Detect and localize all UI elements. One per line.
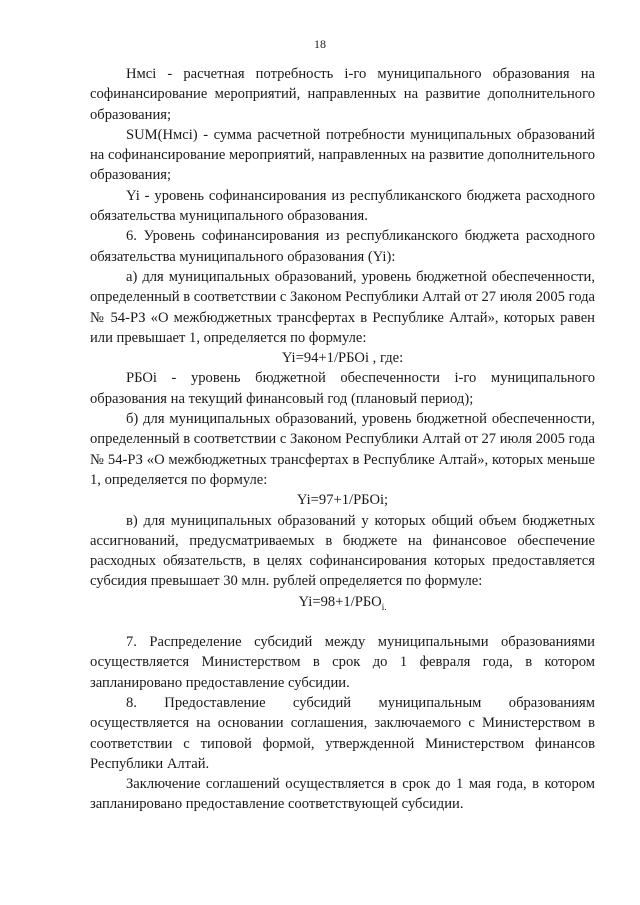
paragraph-rboi-definition: РБОi - уровень бюджетной обеспеченности i-го муниципального образования на текущий финансовый год (плановый период); — [90, 370, 595, 407]
paragraph-agreements-deadline: Заключение соглашений осуществляется в срок до 1 мая года, в котором запланировано предоставление соответствующей субсидии. — [90, 776, 595, 813]
paragraph-hmsi-definition: Нмсi - расчетная потребность i-го муниципального образования на софинансирование мероприятий, направленных на развитие дополнительного образования; — [90, 66, 595, 123]
formula-c-subscript: i. — [381, 601, 387, 612]
paragraph-item-6c: в) для муниципальных образований у которых общий объем бюджетных ассигнований, предусматриваемых в бюджете на финансовое обеспечение расходных обязательств, в целях софинансирования которых предоставляется субсидия превышает 30 млн. рублей определяется по формуле: — [90, 512, 595, 590]
paragraph-item-6a: а) для муниципальных образований, уровень бюджетной обеспеченности, определенный в соответствии с Законом Республики Алтай от 27 июля 2005 года № 54-РЗ «О межбюджетных трансфертах в Республике Алтай», которых равен или превышает 1, определяется по формуле: — [90, 268, 595, 346]
paragraph-item-6b: б) для муниципальных образований, уровень бюджетной обеспеченности, определенный в соответствии с Законом Республики Алтай от 27 июля 2005 года № 54-РЗ «О межбюджетных трансфертах в Республике Алтай», которых меньше 1, определяется по формуле: — [90, 411, 595, 488]
document-body — [90, 64, 595, 815]
formula-c-main: Yi=98+1/РБО — [298, 593, 382, 610]
paragraph-item-6: 6. Уровень софинансирования из республиканского бюджета расходного обязательства муниципального образования (Yi): — [90, 228, 595, 265]
paragraph-sum-hmsi-definition: SUM(Нмсi) - сумма расчетной потребности муниципальных образований на софинансирование мероприятий, направленных на развитие дополнительного образования; — [90, 126, 595, 184]
formula-b: Yi=97+1/РБОi; — [296, 492, 389, 509]
paragraph-item-7: 7. Распределение субсидий между муниципальными образованиями осуществляется Министерством в срок до 1 февраля года, в котором запланировано предоставление субсидии. — [90, 634, 595, 691]
formula-a: Yi=94+1/РБОi , где: — [281, 350, 404, 367]
formula-c — [90, 592, 595, 612]
page-number: 18 — [314, 37, 326, 51]
paragraph-yi-definition: Yi - уровень софинансирования из республиканского бюджета расходного обязательства муниципального образования. — [90, 187, 595, 225]
paragraph-item-8: 8. Предоставление субсидий муниципальным образованиям осуществляется на основании соглашения, заключаемого с Министерством в соответствии с типовой формой, утвержденной Министерством финансов Республики Алтай. — [90, 694, 595, 772]
